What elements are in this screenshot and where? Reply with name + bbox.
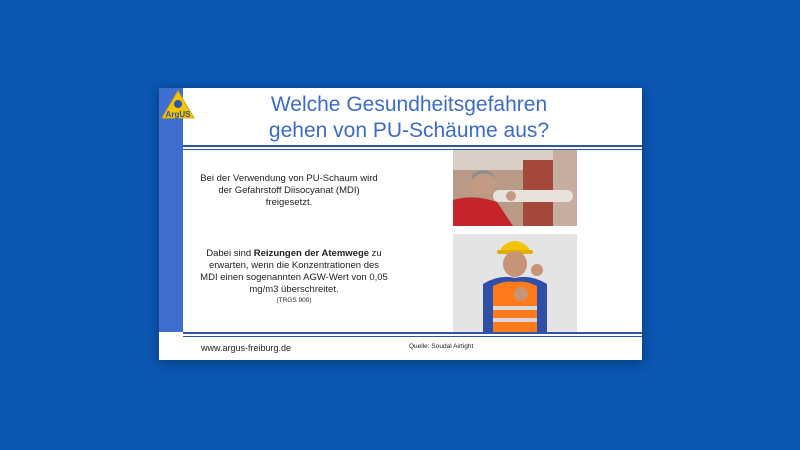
footer-divider-thin xyxy=(183,336,642,337)
paragraph-mdi: Bei der Verwendung von PU-Schaum wird der Gefahrstoff Diisocyanat (MDI) freigesetzt. xyxy=(200,173,378,208)
worker-foam-photo xyxy=(453,150,577,226)
paragraph2-after: zu erwarten, wenn die Konzentrationen des MDI einen sogenannten AGW-Wert von 0,05 mg/m3 überschreitet. xyxy=(200,248,388,295)
trgs-note: (TRGS 900) xyxy=(276,297,312,304)
paragraph-atemwege xyxy=(199,248,389,305)
footer-website-link[interactable]: www.argus-freiburg.de xyxy=(201,343,292,353)
argus-logo xyxy=(161,90,195,120)
slide-sidebar-bar xyxy=(159,88,183,332)
title-line-2: gehen von PU-Schäume aus? xyxy=(268,119,550,142)
presentation-slide xyxy=(159,88,642,360)
footer-divider xyxy=(183,332,642,334)
paragraph2-before: Dabei sind xyxy=(206,248,254,259)
paragraph2-bold: Reizungen der Atemwege xyxy=(253,248,370,259)
logo-text: ArgUS xyxy=(165,110,191,119)
footer-source: Quelle: Soudal Airtight xyxy=(409,343,474,350)
title-line-1: Welche Gesundheitsgefahren xyxy=(270,93,548,116)
slide-title xyxy=(199,92,619,144)
header-divider xyxy=(183,145,642,147)
coughing-worker-photo xyxy=(453,234,577,332)
